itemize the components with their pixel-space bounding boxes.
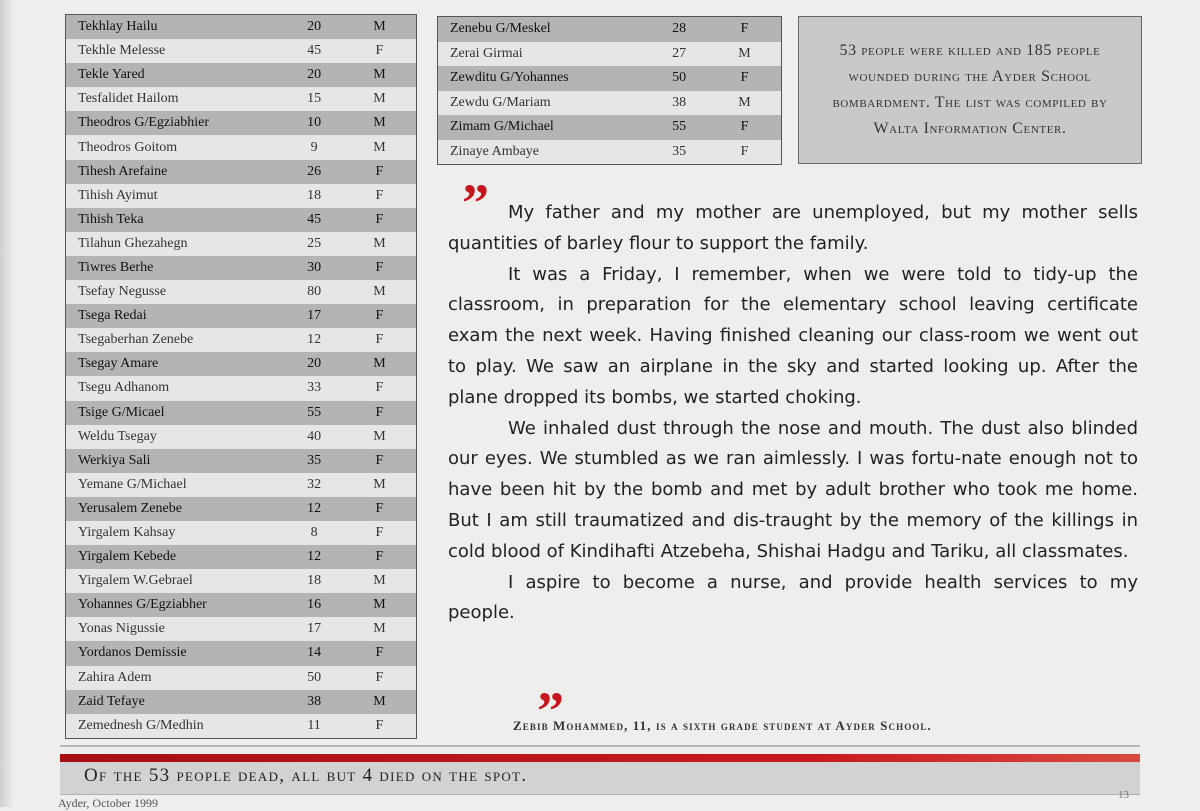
- table-row: [66, 232, 417, 256]
- table-row: [438, 115, 782, 140]
- person-name: Theodros G/Egziabhier: [66, 111, 286, 135]
- person-name: Zerai Girmai: [438, 42, 651, 67]
- table-row: [66, 449, 417, 473]
- table-row: [438, 42, 782, 67]
- person-sex: F: [343, 497, 417, 521]
- table-row: [66, 376, 417, 400]
- person-age: 55: [285, 401, 343, 425]
- person-name: Tsegay Amare: [66, 352, 286, 376]
- person-age: 11: [285, 714, 343, 739]
- casualty-summary-text: 53 people were killed and 185 people wounded during the Ayder School bombardment. The list was compiled by Walta Information Center.: [832, 42, 1108, 137]
- person-age: 20: [285, 352, 343, 376]
- person-sex: F: [343, 184, 417, 208]
- casualty-list-table-right: [437, 16, 782, 165]
- person-name: Yonas Nigussie: [66, 617, 286, 641]
- person-sex: M: [343, 111, 417, 135]
- table-row: [66, 111, 417, 135]
- person-age: 45: [285, 208, 343, 232]
- footer-divider-gray: [60, 745, 1140, 747]
- table-row: [66, 425, 417, 449]
- person-age: 32: [285, 473, 343, 497]
- person-name: Zimam G/Michael: [438, 115, 651, 140]
- table-row: [66, 545, 417, 569]
- person-name: Yirgalem Kebede: [66, 545, 286, 569]
- table-row: [66, 87, 417, 111]
- person-sex: M: [343, 87, 417, 111]
- table-row: [66, 304, 417, 328]
- person-age: 10: [285, 111, 343, 135]
- person-age: 28: [650, 17, 708, 42]
- table-row: [66, 352, 417, 376]
- person-name: Zemednesh G/Medhin: [66, 714, 286, 739]
- table-row: [66, 666, 417, 690]
- person-sex: F: [708, 140, 782, 165]
- table-row: [66, 617, 417, 641]
- person-sex: F: [343, 401, 417, 425]
- person-sex: F: [343, 545, 417, 569]
- person-sex: M: [343, 352, 417, 376]
- person-name: Tilahun Ghezahegn: [66, 232, 286, 256]
- person-sex: F: [708, 17, 782, 42]
- person-name: Yemane G/Michael: [66, 473, 286, 497]
- person-age: 14: [285, 641, 343, 665]
- person-sex: M: [343, 15, 417, 40]
- table-row: [66, 184, 417, 208]
- person-age: 9: [285, 135, 343, 159]
- person-age: 35: [650, 140, 708, 165]
- testimony-quote: [448, 198, 1138, 629]
- person-age: 26: [285, 160, 343, 184]
- casualty-summary-box: [798, 16, 1142, 164]
- testimony-paragraph: We inhaled dust through the nose and mouth. The dust also blinded our eyes. We stumbled as we ran aimlessly. I was fortu-nate enough not to have been hit by the bomb and met by adult brother who took me home. But I am still traumatized and dis-traught by the memory of the killings in cold blood of Kindihafti Atzebeha, Shishai Hadgu and Tariku, all classmates.: [448, 417, 1138, 562]
- person-name: Zaid Tefaye: [66, 690, 286, 714]
- person-name: Tekle Yared: [66, 63, 286, 87]
- person-name: Werkiya Sali: [66, 449, 286, 473]
- table-row: [66, 160, 417, 184]
- person-name: Tihesh Arefaine: [66, 160, 286, 184]
- person-age: 50: [650, 66, 708, 91]
- person-sex: M: [343, 473, 417, 497]
- person-sex: F: [343, 160, 417, 184]
- table-row: [66, 593, 417, 617]
- person-age: 18: [285, 569, 343, 593]
- person-name: Zinaye Ambaye: [438, 140, 651, 165]
- person-age: 12: [285, 545, 343, 569]
- table-row: [66, 256, 417, 280]
- table-row: [438, 140, 782, 165]
- person-age: 12: [285, 497, 343, 521]
- person-sex: M: [343, 690, 417, 714]
- person-age: 17: [285, 304, 343, 328]
- table-row: [66, 15, 417, 40]
- person-name: Weldu Tsegay: [66, 425, 286, 449]
- page-number: 13: [1118, 789, 1129, 801]
- person-age: 12: [285, 328, 343, 352]
- table-row: [66, 714, 417, 739]
- person-sex: F: [343, 666, 417, 690]
- table-row: [66, 280, 417, 304]
- person-sex: F: [343, 449, 417, 473]
- person-name: Tsega Redai: [66, 304, 286, 328]
- person-name: Tsegu Adhanom: [66, 376, 286, 400]
- person-name: Tsige G/Micael: [66, 401, 286, 425]
- person-age: 38: [285, 690, 343, 714]
- person-sex: M: [708, 42, 782, 67]
- table-row: [438, 91, 782, 116]
- person-sex: M: [343, 63, 417, 87]
- table-row: [66, 521, 417, 545]
- table-row: [66, 497, 417, 521]
- person-sex: M: [343, 425, 417, 449]
- table-row: [66, 690, 417, 714]
- person-name: Yordanos Demissie: [66, 641, 286, 665]
- person-sex: M: [343, 569, 417, 593]
- person-name: Yirgalem W.Gebrael: [66, 569, 286, 593]
- testimony-paragraph: I aspire to become a nurse, and provide health services to my people.: [448, 571, 1138, 624]
- page-gutter-shadow: [0, 0, 14, 807]
- testimony-attribution: Zebib Mohammed, 11, is a sixth grade student at Ayder School.: [513, 718, 932, 733]
- person-age: 45: [285, 39, 343, 63]
- person-name: Yerusalem Zenebe: [66, 497, 286, 521]
- person-name: Zenebu G/Meskel: [438, 17, 651, 42]
- person-name: Tekhle Melesse: [66, 39, 286, 63]
- person-sex: M: [343, 593, 417, 617]
- person-age: 35: [285, 449, 343, 473]
- person-sex: M: [708, 91, 782, 116]
- person-sex: F: [343, 208, 417, 232]
- person-age: 27: [650, 42, 708, 67]
- person-name: Tesfalidet Hailom: [66, 87, 286, 111]
- person-age: 20: [285, 15, 343, 40]
- person-name: Theodros Goitom: [66, 135, 286, 159]
- table-row: [438, 17, 782, 42]
- magazine-issue-line: Ayder, October 1999: [58, 796, 159, 810]
- person-sex: F: [343, 641, 417, 665]
- person-name: Tihish Ayimut: [66, 184, 286, 208]
- person-age: 25: [285, 232, 343, 256]
- table-row: [66, 569, 417, 593]
- person-sex: F: [708, 115, 782, 140]
- person-name: Zewditu G/Yohannes: [438, 66, 651, 91]
- footer-divider-red: [60, 754, 1140, 762]
- person-age: 8: [285, 521, 343, 545]
- table-row: [66, 63, 417, 87]
- person-sex: M: [343, 135, 417, 159]
- person-sex: F: [343, 376, 417, 400]
- table-row: [438, 66, 782, 91]
- casualty-list-table-left: [65, 14, 417, 739]
- table-row: [66, 473, 417, 497]
- person-age: 18: [285, 184, 343, 208]
- person-sex: M: [343, 617, 417, 641]
- person-age: 50: [285, 666, 343, 690]
- person-sex: F: [343, 304, 417, 328]
- person-age: 30: [285, 256, 343, 280]
- person-name: Yirgalem Kahsay: [66, 521, 286, 545]
- person-age: 55: [650, 115, 708, 140]
- person-age: 20: [285, 63, 343, 87]
- opening-quote-icon: ”: [462, 173, 489, 233]
- person-name: Zewdu G/Mariam: [438, 91, 651, 116]
- table-row: [66, 39, 417, 63]
- person-sex: F: [343, 521, 417, 545]
- person-name: Zahira Adem: [66, 666, 286, 690]
- table-row: [66, 401, 417, 425]
- person-age: 17: [285, 617, 343, 641]
- person-sex: F: [343, 714, 417, 739]
- footer-statement: Of the 53 people dead, all but 4 died on the spot.: [84, 765, 528, 786]
- person-age: 38: [650, 91, 708, 116]
- person-name: Tiwres Berhe: [66, 256, 286, 280]
- closing-quote-icon: ”: [537, 681, 564, 741]
- testimony-paragraph: It was a Friday, I remember, when we were told to tidy-up the classroom, in preparation for the elementary school leaving certificate exam the next week. Having finished cleaning our class-room we went out to play. We saw an airplane in the sky and started looking up. After the plane dropped its bombs, we started choking.: [448, 263, 1138, 408]
- table-row: [66, 641, 417, 665]
- person-name: Tsefay Negusse: [66, 280, 286, 304]
- person-age: 40: [285, 425, 343, 449]
- person-sex: F: [708, 66, 782, 91]
- person-age: 80: [285, 280, 343, 304]
- person-age: 16: [285, 593, 343, 617]
- table-row: [66, 328, 417, 352]
- person-sex: F: [343, 39, 417, 63]
- person-name: Tsegaberhan Zenebe: [66, 328, 286, 352]
- table-row: [66, 135, 417, 159]
- testimony-paragraph: My father and my mother are unemployed, but my mother sells quantities of barley flour to support the family.: [448, 202, 1138, 254]
- person-sex: M: [343, 280, 417, 304]
- person-age: 15: [285, 87, 343, 111]
- person-sex: F: [343, 328, 417, 352]
- person-name: Tihish Teka: [66, 208, 286, 232]
- person-sex: M: [343, 232, 417, 256]
- person-age: 33: [285, 376, 343, 400]
- person-name: Tekhlay Hailu: [66, 15, 286, 40]
- person-sex: F: [343, 256, 417, 280]
- table-row: [66, 208, 417, 232]
- person-name: Yohannes G/Egziabher: [66, 593, 286, 617]
